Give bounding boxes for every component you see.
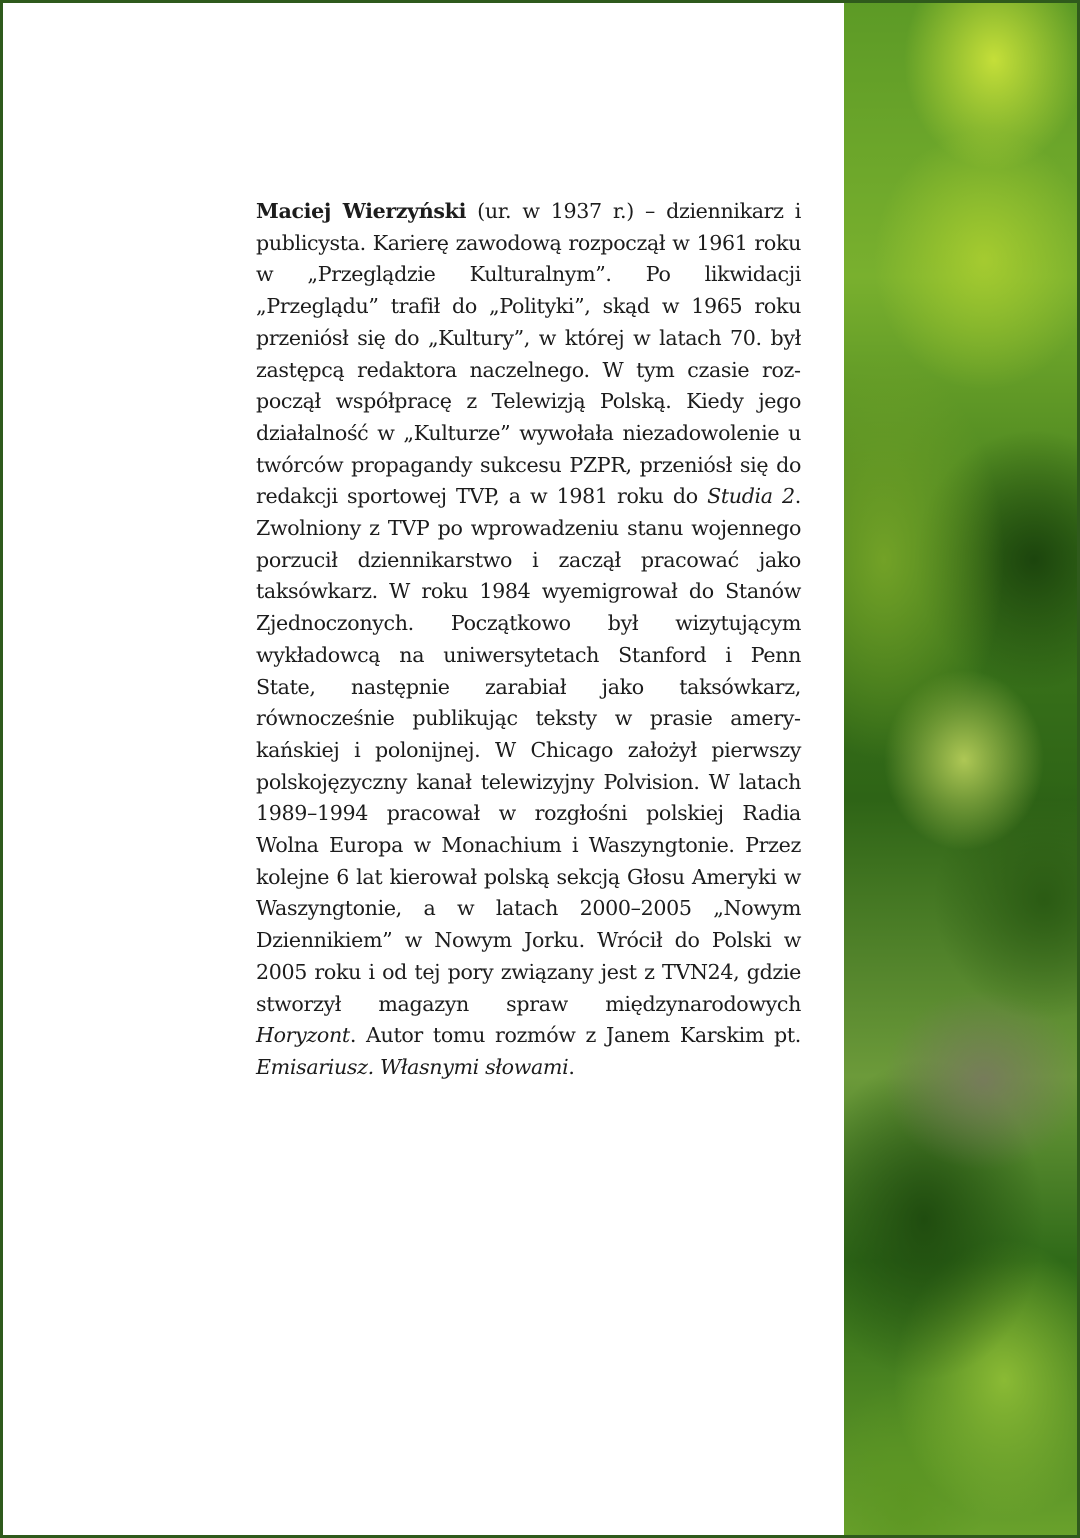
title-emisariusz: Emisariusz. Własnymi słowami <box>256 1054 569 1079</box>
bio-text-part-1: (ur. w 1937 r.) – dziennikarz i publicysta. Karierę zawodową rozpoczął w 1961 roku w „Przeglądzie Kulturalnym”. Po likwidacji „Przeglądu” trafił do „Polityki”, skąd w 1965 roku przeniósł się do „Kultury”, w której w latach 70. był zastępcą redaktora naczelnego. W tym czasie rozpoczął współpracę z Telewizją Polską. Kiedy jego działalność w „Kulturze” wywołała niezadowolenie u twórców propagandy sukcesu PZPR, przeniósł się do redakcji sportowej TVP, a w 1981 roku do <box>256 199 801 509</box>
green-foliage-band <box>844 0 1080 1538</box>
author-biography <box>256 196 801 1084</box>
author-name: Maciej Wierzyński <box>256 199 467 223</box>
title-studia-2: Studia 2 <box>707 484 795 509</box>
bio-text-part-4: . <box>568 1054 575 1079</box>
bio-text-part-2: . Zwolniony z TVP po wprowadzeniu stanu wojennego porzucił dziennikarstwo i zaczął pracować jako taksówkarz. W roku 1984 wyemigrował do Stanów Zjednoczonych. Początkowo był wizytującym wykładowcą na uniwersytetach Stanford i Penn State, następnie zarabiał jako taksówkarz, równocześnie publikując teksty w prasie amerykańskiej i polonijnej. W Chicago założył pierwszy polskojęzyczny kanał telewizyjny Polvision. W latach 1989–1994 pracował w rozgłośni polskiej Radia Wolna Europa w Monachium i Waszyngtonie. Przez kolejne 6 lat kierował polską sekcją Głosu Ameryki w Waszyngtonie, a w latach 2000–2005 „Nowym Dziennikiem” w Nowym Jorku. Wrócił do Polski w 2005 roku i od tej pory związany jest z TVN24, gdzie stworzył magazyn spraw międzynarodowych <box>256 484 801 1016</box>
bio-text-part-3: . Autor tomu rozmów z Janem Karskim pt. <box>349 1023 801 1048</box>
title-horyzont: Horyzont <box>256 1023 350 1048</box>
